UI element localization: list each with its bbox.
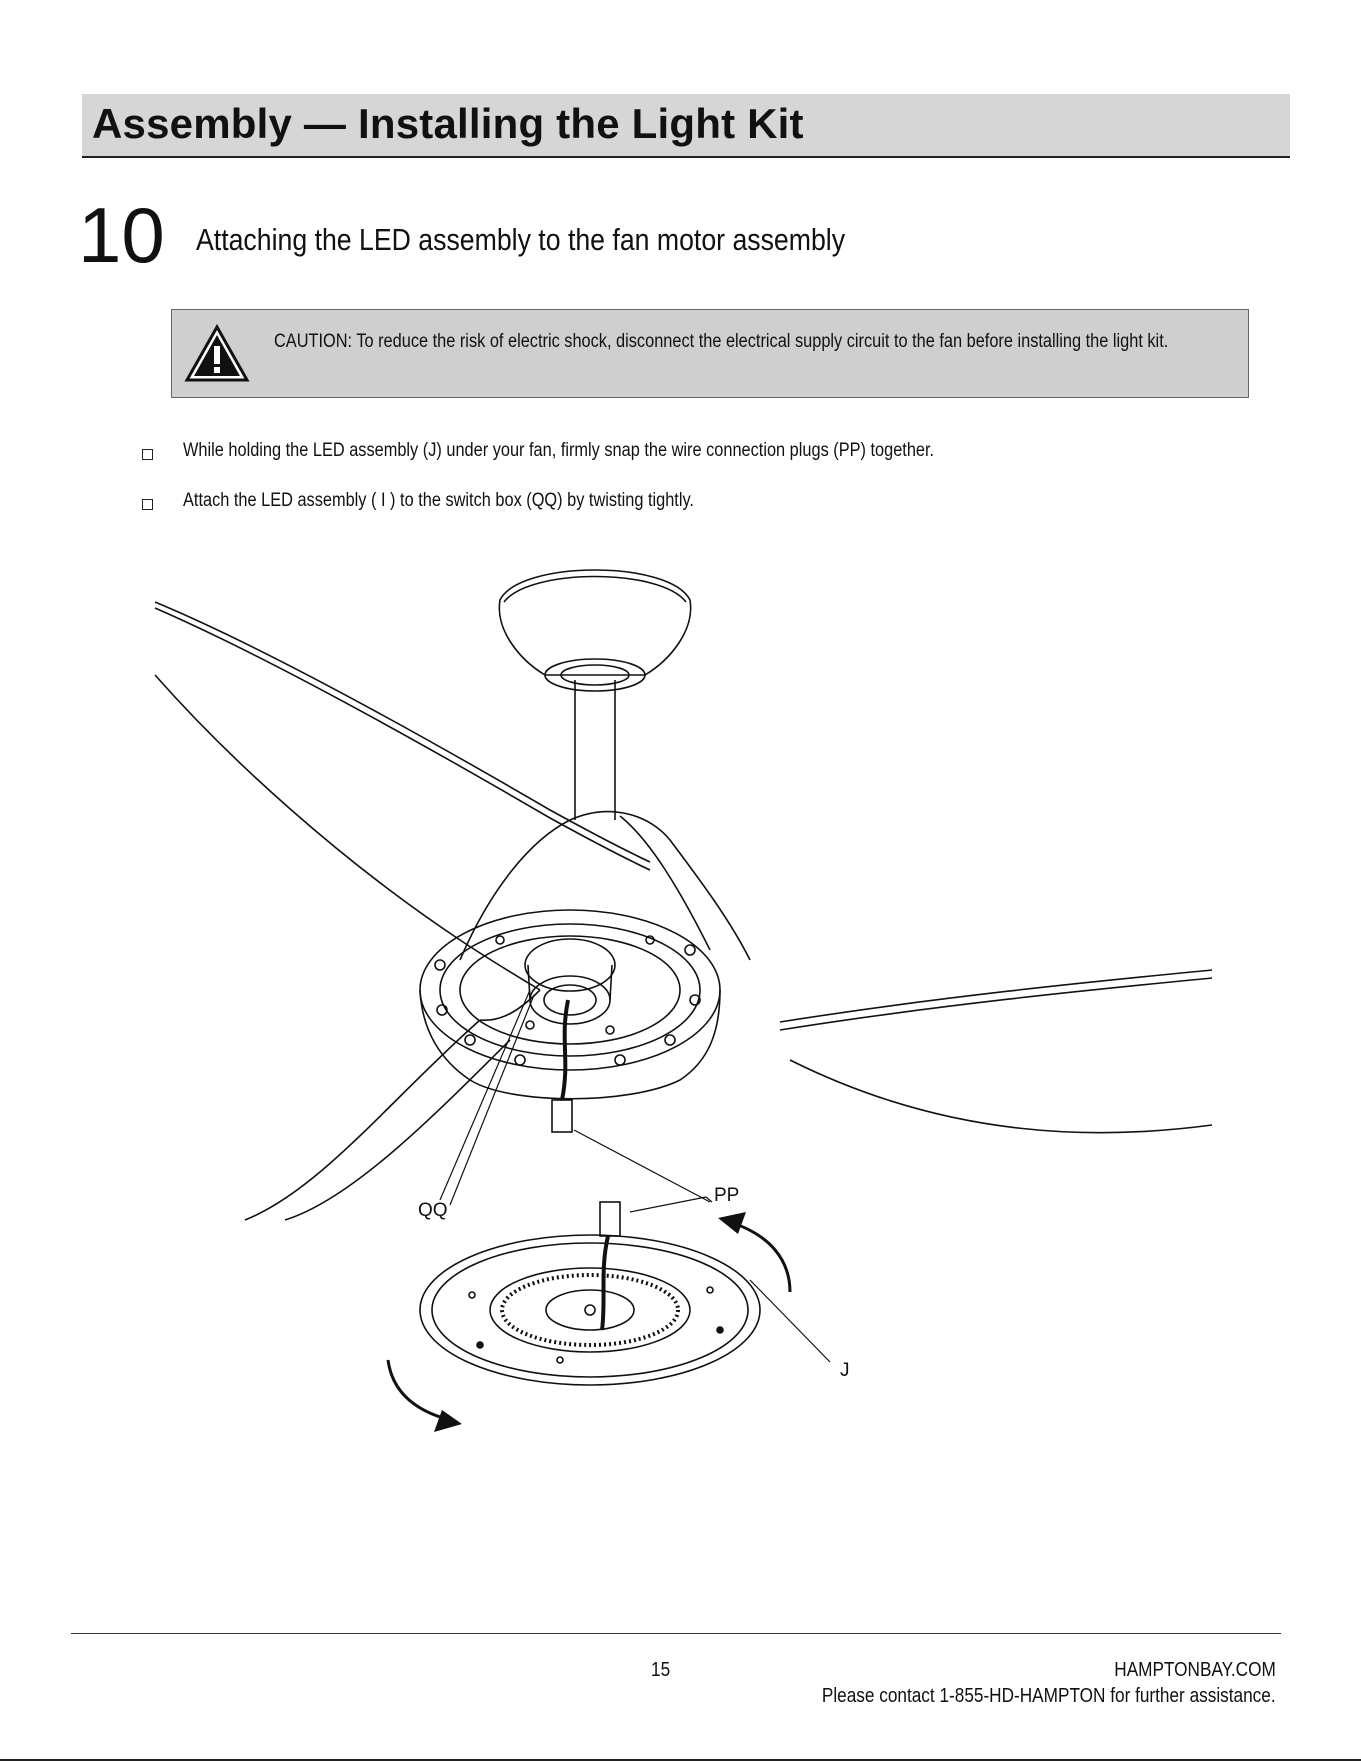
switch-box — [525, 939, 615, 1024]
label-pp: PP — [714, 1185, 740, 1206]
footer-rule — [71, 1633, 1281, 1634]
section-banner — [82, 94, 1290, 158]
section-title: Assembly — Installing the Light Kit — [92, 100, 804, 147]
checkbox-icon — [142, 449, 153, 460]
footer-contact: Please contact 1-855-HD-HAMPTON for further assistance. — [822, 1685, 1276, 1707]
instruction-text: While holding the LED assembly (J) under your fan, firmly snap the wire connection plugs (PP) together. — [183, 440, 935, 461]
canopy — [499, 570, 690, 691]
step-number: 10 — [78, 191, 165, 279]
upper-plug — [552, 1000, 572, 1132]
caution-text: CAUTION: To reduce the risk of electric shock, disconnect the electrical supply circuit to the fan before installing the light kit. — [274, 331, 1169, 352]
label-qq: QQ — [418, 1200, 448, 1221]
lower-plug — [600, 1202, 620, 1330]
led-assembly — [420, 1235, 760, 1385]
fan-blades — [155, 602, 1212, 1220]
motor-housing — [420, 812, 750, 1099]
instruction-text: Attach the LED assembly ( I ) to the switch box (QQ) by twisting tightly. — [183, 490, 694, 511]
step-title: Attaching the LED assembly to the fan motor assembly — [196, 222, 846, 257]
page-number: 15 — [651, 1659, 671, 1681]
rotation-arrow-icon — [388, 1212, 790, 1432]
label-j: J — [840, 1360, 850, 1381]
warning-triangle-icon — [184, 324, 250, 384]
downrod — [575, 680, 615, 820]
caution-box — [171, 309, 1249, 398]
fan-assembly-diagram — [150, 540, 1220, 1440]
footer-site: HAMPTONBAY.COM — [1114, 1659, 1276, 1681]
checkbox-icon — [142, 499, 153, 510]
